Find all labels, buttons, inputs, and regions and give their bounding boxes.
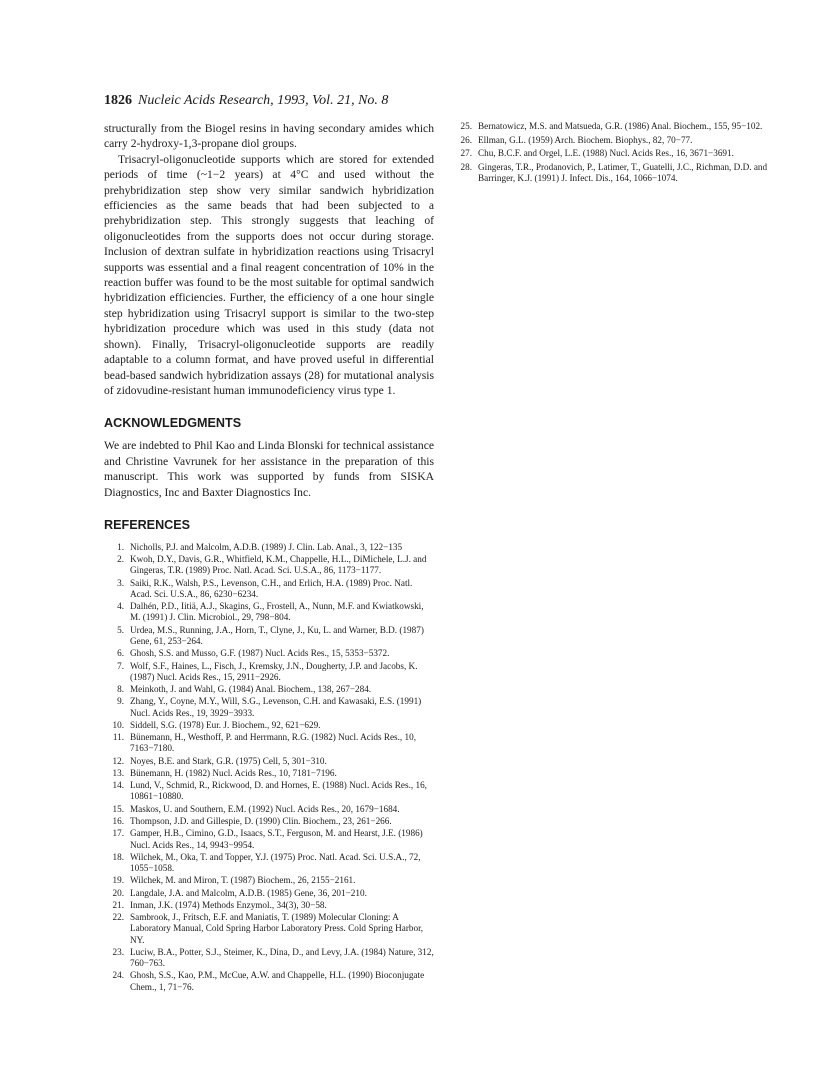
reference-text: Saiki, R.K., Walsh, P.S., Levenson, C.H., and Erlich, H.A. (1989) Proc. Natl. Acad. Sci. U.S.A., 86, 6230−6234.	[130, 577, 413, 599]
reference-item	[104, 732, 434, 754]
reference-text: Nicholls, P.J. and Malcolm, A.D.B. (1989) J. Clin. Lab. Anal., 3, 122−135	[130, 541, 403, 552]
reference-item	[104, 888, 434, 899]
reference-item	[104, 900, 434, 911]
reference-item	[104, 696, 434, 718]
reference-item	[104, 816, 434, 827]
reference-item	[104, 852, 434, 874]
reference-text: Noyes, B.E. and Stark, G.R. (1975) Cell, 5, 301−310.	[130, 755, 327, 766]
page-header	[104, 93, 388, 109]
left-column	[104, 121, 434, 994]
reference-number: 4.	[117, 601, 124, 612]
reference-item	[104, 756, 434, 767]
reference-item	[104, 601, 434, 623]
reference-number: 21.	[112, 899, 124, 910]
reference-text: Luciw, B.A., Potter, S.J., Steimer, K., Dina, D., and Levy, J.A. (1984) Nature, 312, 760−763.	[130, 946, 434, 969]
reference-text: Zhang, Y., Coyne, M.Y., Will, S.G., Levenson, C.H. and Kawasaki, E.S. (1991) Nucl. Acids Res., 19, 3929−3933.	[130, 696, 422, 718]
reference-text: Maskos, U. and Southern, E.M. (1992) Nucl. Acids Res., 20, 1679−1684.	[130, 803, 400, 814]
reference-text: Bünemann, H., Westhoff, P. and Herrmann, R.G. (1982) Nucl. Acids Res., 10, 7163−7180.	[130, 732, 416, 754]
reference-list-right	[452, 121, 782, 184]
reference-number: 7.	[117, 660, 124, 671]
reference-text: Sambrook, J., Fritsch, E.F. and Maniatis, T. (1989) Molecular Cloning: A Laboratory Manual, Cold Spring Harbor Laboratory Press. Cold Spring Harbor, NY.	[130, 912, 424, 945]
reference-item	[104, 780, 434, 802]
reference-text: Urdea, M.S., Running, J.A., Horn, T., Clyne, J., Ku, L. and Warner, B.D. (1987) Gene, 61, 253−264.	[130, 624, 424, 646]
journal-citation: Nucleic Acids Research, 1993, Vol. 21, No. 8	[138, 93, 389, 108]
reference-item	[104, 648, 434, 659]
reference-number: 11.	[112, 732, 124, 743]
reference-number: 5.	[117, 624, 124, 635]
reference-text: Gingeras, T.R., Prodanovich, P., Latimer, T., Guatelli, J.C., Richman, D.D. and Barringer, K.J. (1991) J. Infect. Dis., 164, 1066−1074.	[478, 161, 768, 183]
reference-item	[104, 875, 434, 886]
reference-item	[104, 947, 434, 969]
reference-text: Ellman, G.L. (1959) Arch. Biochem. Biophys., 82, 70−77.	[478, 134, 693, 145]
reference-number: 22.	[112, 912, 124, 923]
reference-item	[104, 661, 434, 683]
reference-item	[452, 135, 782, 146]
reference-number: 6.	[117, 648, 124, 659]
reference-text: Meinkoth, J. and Wahl, G. (1984) Anal. Biochem., 138, 267−284.	[130, 684, 372, 695]
reference-text: Ghosh, S.S. and Musso, G.F. (1987) Nucl. Acids Res., 15, 5353−5372.	[130, 648, 390, 659]
reference-list-left	[104, 542, 434, 993]
reference-number: 1.	[117, 541, 124, 552]
reference-text: Siddell, S.G. (1978) Eur. J. Biochem., 92, 621−629.	[130, 719, 321, 730]
reference-item	[104, 970, 434, 992]
reference-text: Chu, B.C.F. and Orgel, L.E. (1988) Nucl. Acids Res., 16, 3671−3691.	[478, 148, 734, 158]
reference-number: 16.	[112, 816, 124, 827]
reference-number: 25.	[460, 121, 472, 131]
reference-text: Thompson, J.D. and Gillespie, D. (1990) Clin. Biochem., 23, 261−266.	[130, 816, 392, 827]
reference-item	[104, 912, 434, 946]
references-heading: REFERENCES	[104, 517, 191, 532]
reference-number: 13.	[112, 767, 124, 778]
reference-number: 3.	[117, 577, 124, 588]
reference-number: 24.	[112, 970, 124, 981]
reference-item	[104, 542, 434, 553]
reference-text: Wilchek, M. and Miron, T. (1987) Biochem., 26, 2155−2161.	[130, 875, 356, 886]
reference-text: Gamper, H.B., Cimino, G.D., Isaacs, S.T., Ferguson, M. and Hearst, J.E. (1986) Nucl. Acids Res., 14, 9943−9954.	[130, 828, 423, 850]
reference-text: Wilchek, M., Oka, T. and Topper, Y.J. (1975) Proc. Natl. Acad. Sci. U.S.A., 72, 1055−1058.	[130, 851, 421, 874]
acknowledgments-heading: ACKNOWLEDGMENTS	[104, 416, 242, 431]
reference-item	[104, 720, 434, 731]
reference-number: 10.	[112, 719, 124, 730]
reference-text: Dalhén, P.D., Iitiä, A.J., Skagins, G., Frostell, A., Nunn, M.F. and Kwiatkowski, M. (1991) J. Clin. Microbiol., 29, 798−804.	[130, 601, 424, 623]
reference-number: 12.	[112, 755, 124, 766]
reference-item	[104, 554, 434, 576]
reference-number: 18.	[112, 851, 124, 862]
reference-number: 27.	[460, 148, 472, 158]
reference-number: 9.	[117, 696, 124, 707]
body-paragraph: structurally from the Biogel resins in having secondary amides which carry 2-hydroxy-1,3-propane diol groups.	[104, 122, 434, 151]
reference-item	[104, 768, 434, 779]
reference-number: 14.	[112, 780, 124, 791]
reference-text: Inman, J.K. (1974) Methods Enzymol., 34(3), 30−58.	[130, 899, 327, 910]
reference-item	[452, 148, 782, 159]
page-number: 1826	[104, 93, 132, 108]
reference-number: 19.	[112, 875, 124, 886]
reference-item	[104, 578, 434, 600]
right-column	[452, 121, 782, 186]
reference-item	[104, 828, 434, 850]
reference-item	[452, 121, 782, 132]
reference-item	[104, 684, 434, 695]
reference-item	[104, 804, 434, 815]
reference-text: Ghosh, S.S., Kao, P.M., McCue, A.W. and Chappelle, H.L. (1990) Bioconjugate Chem., 1, 71−76.	[130, 970, 425, 992]
reference-text: Bernatowicz, M.S. and Matsueda, G.R. (1986) Anal. Biochem., 155, 95−102.	[478, 121, 763, 131]
reference-item	[104, 625, 434, 647]
reference-text: Wolf, S.F., Haines, L., Fisch, J., Kremsky, J.N., Dougherty, J.P. and Jacobs, K. (1987) Nucl. Acids Res., 15, 2911−2926.	[130, 660, 418, 682]
reference-number: 28.	[460, 161, 472, 172]
reference-number: 17.	[112, 828, 124, 839]
reference-item	[452, 162, 782, 184]
reference-text: Langdale, J.A. and Malcolm, A.D.B. (1985) Gene, 36, 201−210.	[130, 887, 367, 898]
reference-number: 2.	[117, 554, 124, 565]
reference-number: 26.	[460, 134, 472, 145]
reference-text: Kwoh, D.Y., Davis, G.R., Whitfield, K.M., Chappelle, H.L., DiMichele, L.J. and Gingeras, T.R. (1989) Proc. Natl. Acad. Sci. U.S.A., 86, 1173−1177.	[130, 554, 427, 576]
reference-number: 15.	[112, 803, 124, 814]
reference-number: 20.	[112, 887, 124, 898]
acknowledgments-text: We are indebted to Phil Kao and Linda Blonski for technical assistance and Christine Vavrunek for her assistance in the preparation of this manuscript. This work was supported by funds from SISKA Diagnostics, Inc and Baxter Diagnostics Inc.	[104, 439, 434, 499]
reference-number: 23.	[112, 946, 124, 957]
reference-text: Lund, V., Schmid, R., Rickwood, D. and Hornes, E. (1988) Nucl. Acids Res., 16, 10861−10880.	[130, 780, 427, 802]
body-paragraph: Trisacryl-oligonucleotide supports which are stored for extended periods of time (~1−2 years) at 4°C and used without the prehybridization step show very similar sandwich hybridization efficiencies as the same beads that had been subjected to a prehybridization step. This strongly suggests that leaching of oligonucleotides from the supports does not occur during storage. Inclusion of dextran sulfate in hybridization reactions using Trisacryl supports was essential and a final reagent concentration of 10% in the reaction buffer was found to be the most suitable for optimal sandwich hybridization efficiencies. Further, the efficiency of a one hour single step hybridization using Trisacryl support is similar to the two-step hybridization procedure which was used in this study (data not shown). Finally, Trisacryl-oligonucleotide supports are readily adaptable to a column format, and have proved useful in differential bead-based sandwich hybridization assays (28) for mutational analysis of zidovudine-resistant human immunodeficiency virus type 1.	[104, 152, 434, 397]
reference-number: 8.	[117, 684, 124, 695]
reference-text: Bünemann, H. (1982) Nucl. Acids Res., 10, 7181−7196.	[130, 767, 337, 778]
